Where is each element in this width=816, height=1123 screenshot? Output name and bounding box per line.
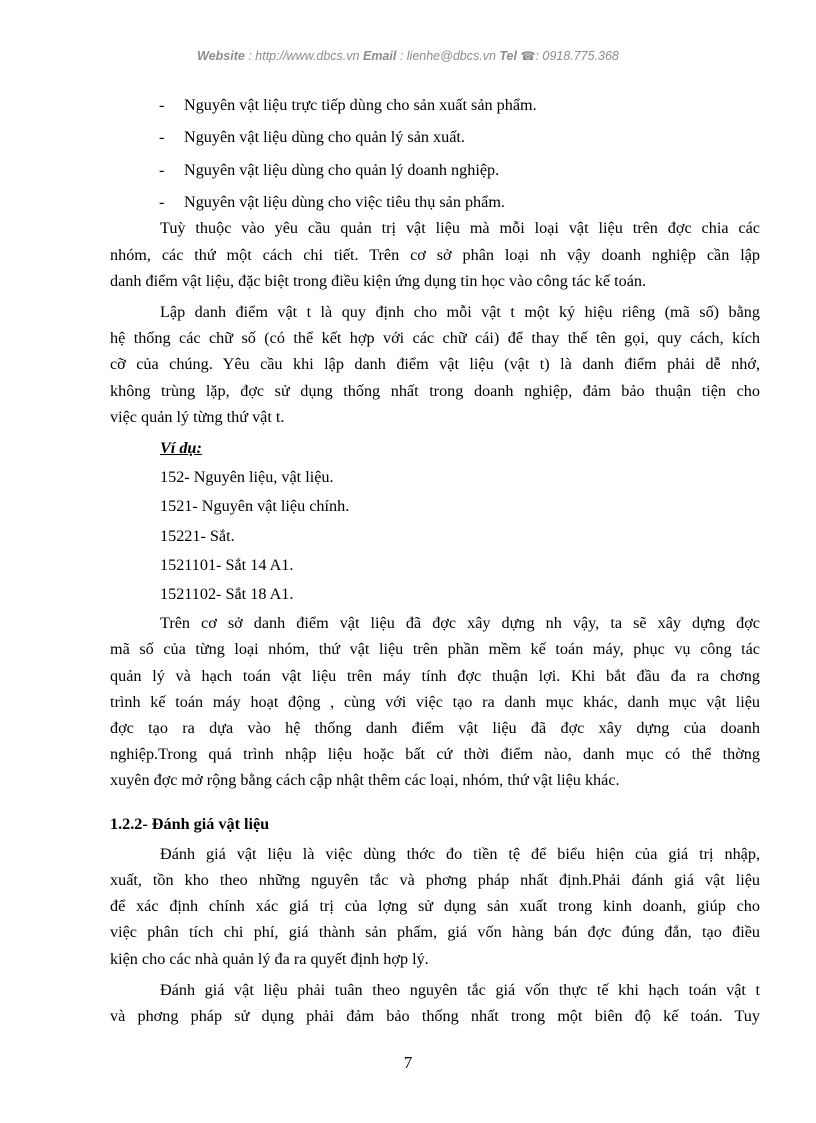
list-item: - Nguyên vật liệu dùng cho quản lý doanh nghiệp. [110, 157, 760, 183]
website-label: Website [197, 49, 245, 63]
list-item: 1521101- Sắt 14 A1. [160, 555, 294, 574]
bullet-list [110, 92, 760, 215]
email-value: : lienhe@dbcs.vn [399, 49, 496, 63]
tel-label: Tel [499, 49, 517, 63]
email-label: Email [362, 49, 397, 63]
list-item: 152- Nguyên liệu, vật liệu. [160, 468, 334, 487]
page-number: 7 [403, 1053, 413, 1072]
list-item: 1521- Nguyên vật liệu chính. [160, 497, 350, 516]
list-item: 1521102- Sắt 18 A1. [160, 584, 294, 603]
list-item: - Nguyên vật liệu dùng cho việc tiêu thụ sản phẩm. [110, 189, 760, 215]
paragraph-code-definition: Lập danh điểm vật t là quy định cho mỗi vật t một ký hiệu riêng (mã số) bằng hệ thống các chữ số (có thể kết hợp với các chữ cái) để thay thế tên gọi, quy cách, kích cỡ của chúng. Yêu cầu khi lập danh điểm vật liệu (vật t) là danh điểm phải dễ nhớ, không trùng lặp, đợc sử dụng thống nhất trong doanh nghiệp, đảm bảo thuận tiện cho việc quản lý từng thứ vật t. [110, 302, 760, 426]
list-item: 15221- Sắt. [160, 526, 235, 545]
dash-icon: - [159, 96, 165, 114]
list-item: - Nguyên vật liệu dùng cho quản lý sản xuất. [110, 124, 760, 150]
dash-icon: - [159, 128, 165, 147]
list-item: - Nguyên vật liệu trực tiếp dùng cho sản xuất sản phẩm. [110, 92, 760, 118]
dash-icon: - [159, 160, 165, 179]
paragraph-software-codes: Trên cơ sở danh điểm vật liệu đã đợc xây dựng nh vậy, ta sẽ xây dựng đợc mã số của từng loại nhóm, thứ vật liệu trên phần mềm kế toán máy, phục vụ công tác quản lý và hạch toán vật liệu trên máy tính đợc thuận lợi. Khi bắt đầu đa ra chơng trình kế toán máy hoạt động , cùng với việc tạo ra danh mục khác, danh mục vật liệu đợc tạo ra dựa vào hệ thống danh điểm vật liệu đã đợc xây dựng của doanh nghiệp.Trong quá trình nhập liệu hoặc bất cứ thời điểm nào, danh mục có thể thờng xuyên đợc mở rộng bằng cách cập nhật thêm các loại, nhóm, thứ vật liệu khác. [110, 614, 760, 790]
phone-icon: ☎ [520, 49, 536, 63]
page-body [110, 92, 760, 1029]
paragraph-classification: Tuỳ thuộc vào yêu cầu quản trị vật liệu mà mỗi loại vật liệu trên đợc chia các nhóm, các thứ một cách chi tiết. Trên cơ sở phân loại nh vậy doanh nghiệp cần lập danh điểm vật liệu, đặc biệt trong điều kiện ứng dụng tin học vào công tác kế toán. [110, 219, 760, 290]
dash-icon: - [159, 193, 165, 212]
page-header [0, 49, 816, 63]
paragraph-valuation: Đánh giá vật liệu là việc dùng thớc đo tiền tệ để biểu hiện của giá trị nhập, xuất, tồn kho theo những nguyên tắc và phơng pháp nhất định.Phải đánh giá vật liệu để xác định chính xác giá trị của lợng sử dụng sản xuất trong kinh doanh, giúp cho việc phân tích chi phí, giá thành sản phẩm, giá vốn hàng bán đợc đúng đắn, tạo điều kiện cho các nhà quản lý đa ra quyết định hợp lý. [110, 844, 760, 968]
website-value: : http://www.dbcs.vn [248, 49, 360, 63]
example-list [110, 464, 760, 607]
example-title: Ví dụ: [160, 438, 202, 457]
tel-value: : 0918.775.368 [535, 49, 619, 63]
paragraph-valuation-principle: Đánh giá vật liệu phải tuân theo nguyên tắc giá vốn thực tế khi hạch toán vật t và phơng pháp sử dụng phải đảm bảo thống nhất trong một biên độ kế toán. Tuy [110, 980, 760, 1025]
section-heading: 1.2.2- Đánh giá vật liệu [110, 814, 270, 833]
